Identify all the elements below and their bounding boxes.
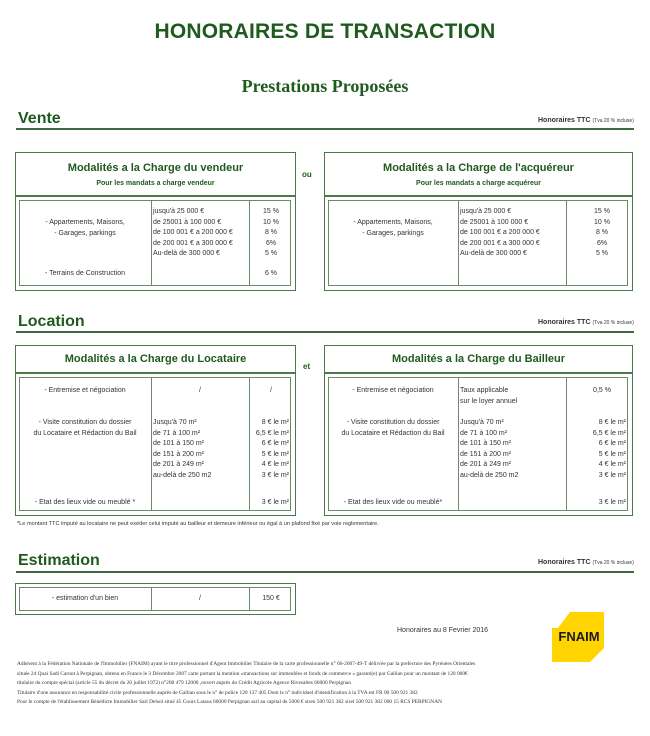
- legal-footer: Adhérent à la Fédération Nationale de l'Immobilier (FNAIM) ayant le titre professionnel d'Agent Immobilier Titulaire de la carte professionnelle n° 66-2007-49-T délivrée par la prefecture des Pyrénées Orientales située 24 Quai Sadi Carnot à Perpignan, obtenu en France le 3 Décembre 2007 carte portant la mention «transactions sur immeubles et fonds de commerce » garanti(e) par Gallian pour un montant de 120 000€ titulaire du compte spécial (article 55 du décret du 20 juillet 1972) n°208 479 12000 ,ouvert auprès du Crédit Agricole Agence Rivesaltes 66000 Perpignan Titulaire d'une assurance en responsabilité civile professionnelle auprès de Gallian sous le n° de police 120 137 405 Dont le n° individuel d'identification à la TVA est FR 00 500 921 382 Pour le compte de l'établissement Bénédicte Immobilier Sarl Delsol situé 45 Cours Lassus 66000 Perpignan sarl au capital de 5000 € siren 500 921 382 siret 500 921 382 000 15 RCS PERPIGNAN: [17, 661, 476, 705]
- date-label: Honoraires au 8 Fevrier 2016: [397, 627, 489, 634]
- section-title-estimation: Estimation: [18, 552, 100, 569]
- acquereur-type-1: - Appartements, Maisons, - Garages, parkings: [353, 219, 433, 237]
- bailleur-prix: 8 € le m² 6,5 € le m² 6 € le m² 5 € le m² 4 € le m² 3 € le m²: [592, 419, 626, 479]
- acquereur-tranches: jusqu'à 25 000 € de 25001 à 100 000 € de 100 001 € a 200 000 € de 200 001 € a 300 000 € Au-delà de 300 000 €: [460, 208, 540, 257]
- honoraires-ttc-label: Honoraires TTC (Tva 20 % incluse): [538, 117, 634, 124]
- section-divider: [16, 331, 634, 333]
- estimation-mid: /: [199, 595, 201, 602]
- acquereur-taux: 15 % 10 % 8 % 6% 5 %: [594, 208, 610, 257]
- page-subtitle: Prestations Proposées: [241, 76, 409, 96]
- section-title-location: Location: [18, 313, 85, 330]
- vendeur-taux: 15 % 10 % 8 % 6% 5 %: [263, 208, 279, 257]
- vendeur-sub: Pour les mandats a charge vendeur: [96, 180, 215, 187]
- location-note: *Le montant TTC imputé au locataire ne peut exéder celui imputé au bailleur et demeure inférieur ou égal à un plafond fixé par voie reglementaire.: [17, 521, 379, 527]
- bailleur-header-box: [324, 345, 633, 373]
- bailleur-surfaces: Jusqu'à 70 m² de 71 à 100 m² de 101 à 150 m² de 151 à 200 m² de 201 à 249 m² au-delà de 250 m2: [460, 419, 519, 479]
- bailleur-taux: 0,5 %: [593, 387, 611, 394]
- vendeur-type-2: - Terrains de Construction: [44, 270, 126, 277]
- locataire-entremise: - Entremise et négociation: [44, 387, 126, 394]
- locataire-surfaces: Jusqu'à 70 m² de 71 à 100 m² de 101 à 150 m² de 151 à 200 m² de 201 à 249 m² au-delà de 250 m2: [153, 419, 212, 479]
- vendeur-tranches: jusqu'à 25 000 € de 25001 à 100 000 € de 100 001 € a 200 000 € de 200 001 € a 300 000 € Au-delà de 300 000 €: [153, 208, 233, 257]
- locataire-etat-prix: 3 € le m²: [261, 499, 289, 506]
- locataire-prix: 8 € le m² 6,5 € le m² 6 € le m² 5 € le m² 4 € le m² 3 € le m²: [255, 419, 289, 479]
- bailleur-etat-prix: 3 € le m²: [598, 499, 626, 506]
- vendeur-header-box: [15, 152, 296, 196]
- locataire-visite: - Visite constitution du dossier du Locataire et Rédaction du Bail: [33, 419, 137, 437]
- acquereur-sub: Pour les mandats a charge acquéreur: [416, 180, 541, 187]
- bailleur-visite: - Visite constitution du dossier du Locataire et Rédaction du Bail: [341, 419, 445, 437]
- bailleur-table: [324, 373, 633, 516]
- vente-connector: ou: [302, 170, 312, 179]
- locataire-table: [15, 373, 296, 516]
- honoraires-ttc-label: Honoraires TTC (Tva 20 % incluse): [538, 319, 634, 326]
- acquereur-table: [324, 196, 633, 291]
- section-title-vente: Vente: [18, 110, 61, 127]
- locataire-entremise-tranche: /: [199, 387, 201, 394]
- vendeur-heading: Modalités a la Charge du vendeur: [67, 162, 244, 174]
- locataire-entremise-taux: /: [270, 387, 272, 394]
- section-divider: [16, 571, 634, 573]
- locataire-header-box: [15, 345, 296, 373]
- vendeur-table: [15, 196, 296, 291]
- fnaim-logo: [548, 606, 608, 666]
- vendeur-type-1: - Appartements, Maisons, - Garages, parkings: [45, 219, 125, 237]
- bailleur-entremise: - Entremise et négociation: [352, 387, 434, 394]
- bailleur-heading: Modalités a la Charge du Bailleur: [392, 353, 565, 365]
- bailleur-etat: - Etat des lieux vide ou meublé*: [343, 499, 443, 506]
- page-title: HONORAIRES DE TRANSACTION: [154, 20, 496, 43]
- estimation-label: - estimation d'un bien: [51, 595, 119, 602]
- honoraires-ttc-label: Honoraires TTC (Tva 20 % incluse): [538, 559, 634, 566]
- acquereur-heading: Modalités a la Charge de l'acquéreur: [383, 162, 574, 174]
- estimation-table: [15, 583, 296, 615]
- bailleur-taux-label: Taux applicable sur le loyer annuel: [460, 387, 518, 405]
- svg-text:FNAIM: FNAIM: [558, 629, 600, 644]
- location-connector: et: [303, 362, 311, 371]
- estimation-prix: 150 €: [262, 595, 280, 602]
- vendeur-taux-terrain: 6 %: [264, 270, 278, 277]
- section-divider: [16, 128, 634, 130]
- locataire-etat: - Etat des lieux vide ou meublé *: [34, 499, 136, 506]
- locataire-heading: Modalités a la Charge du Locataire: [64, 353, 247, 365]
- acquereur-header-box: [324, 152, 633, 196]
